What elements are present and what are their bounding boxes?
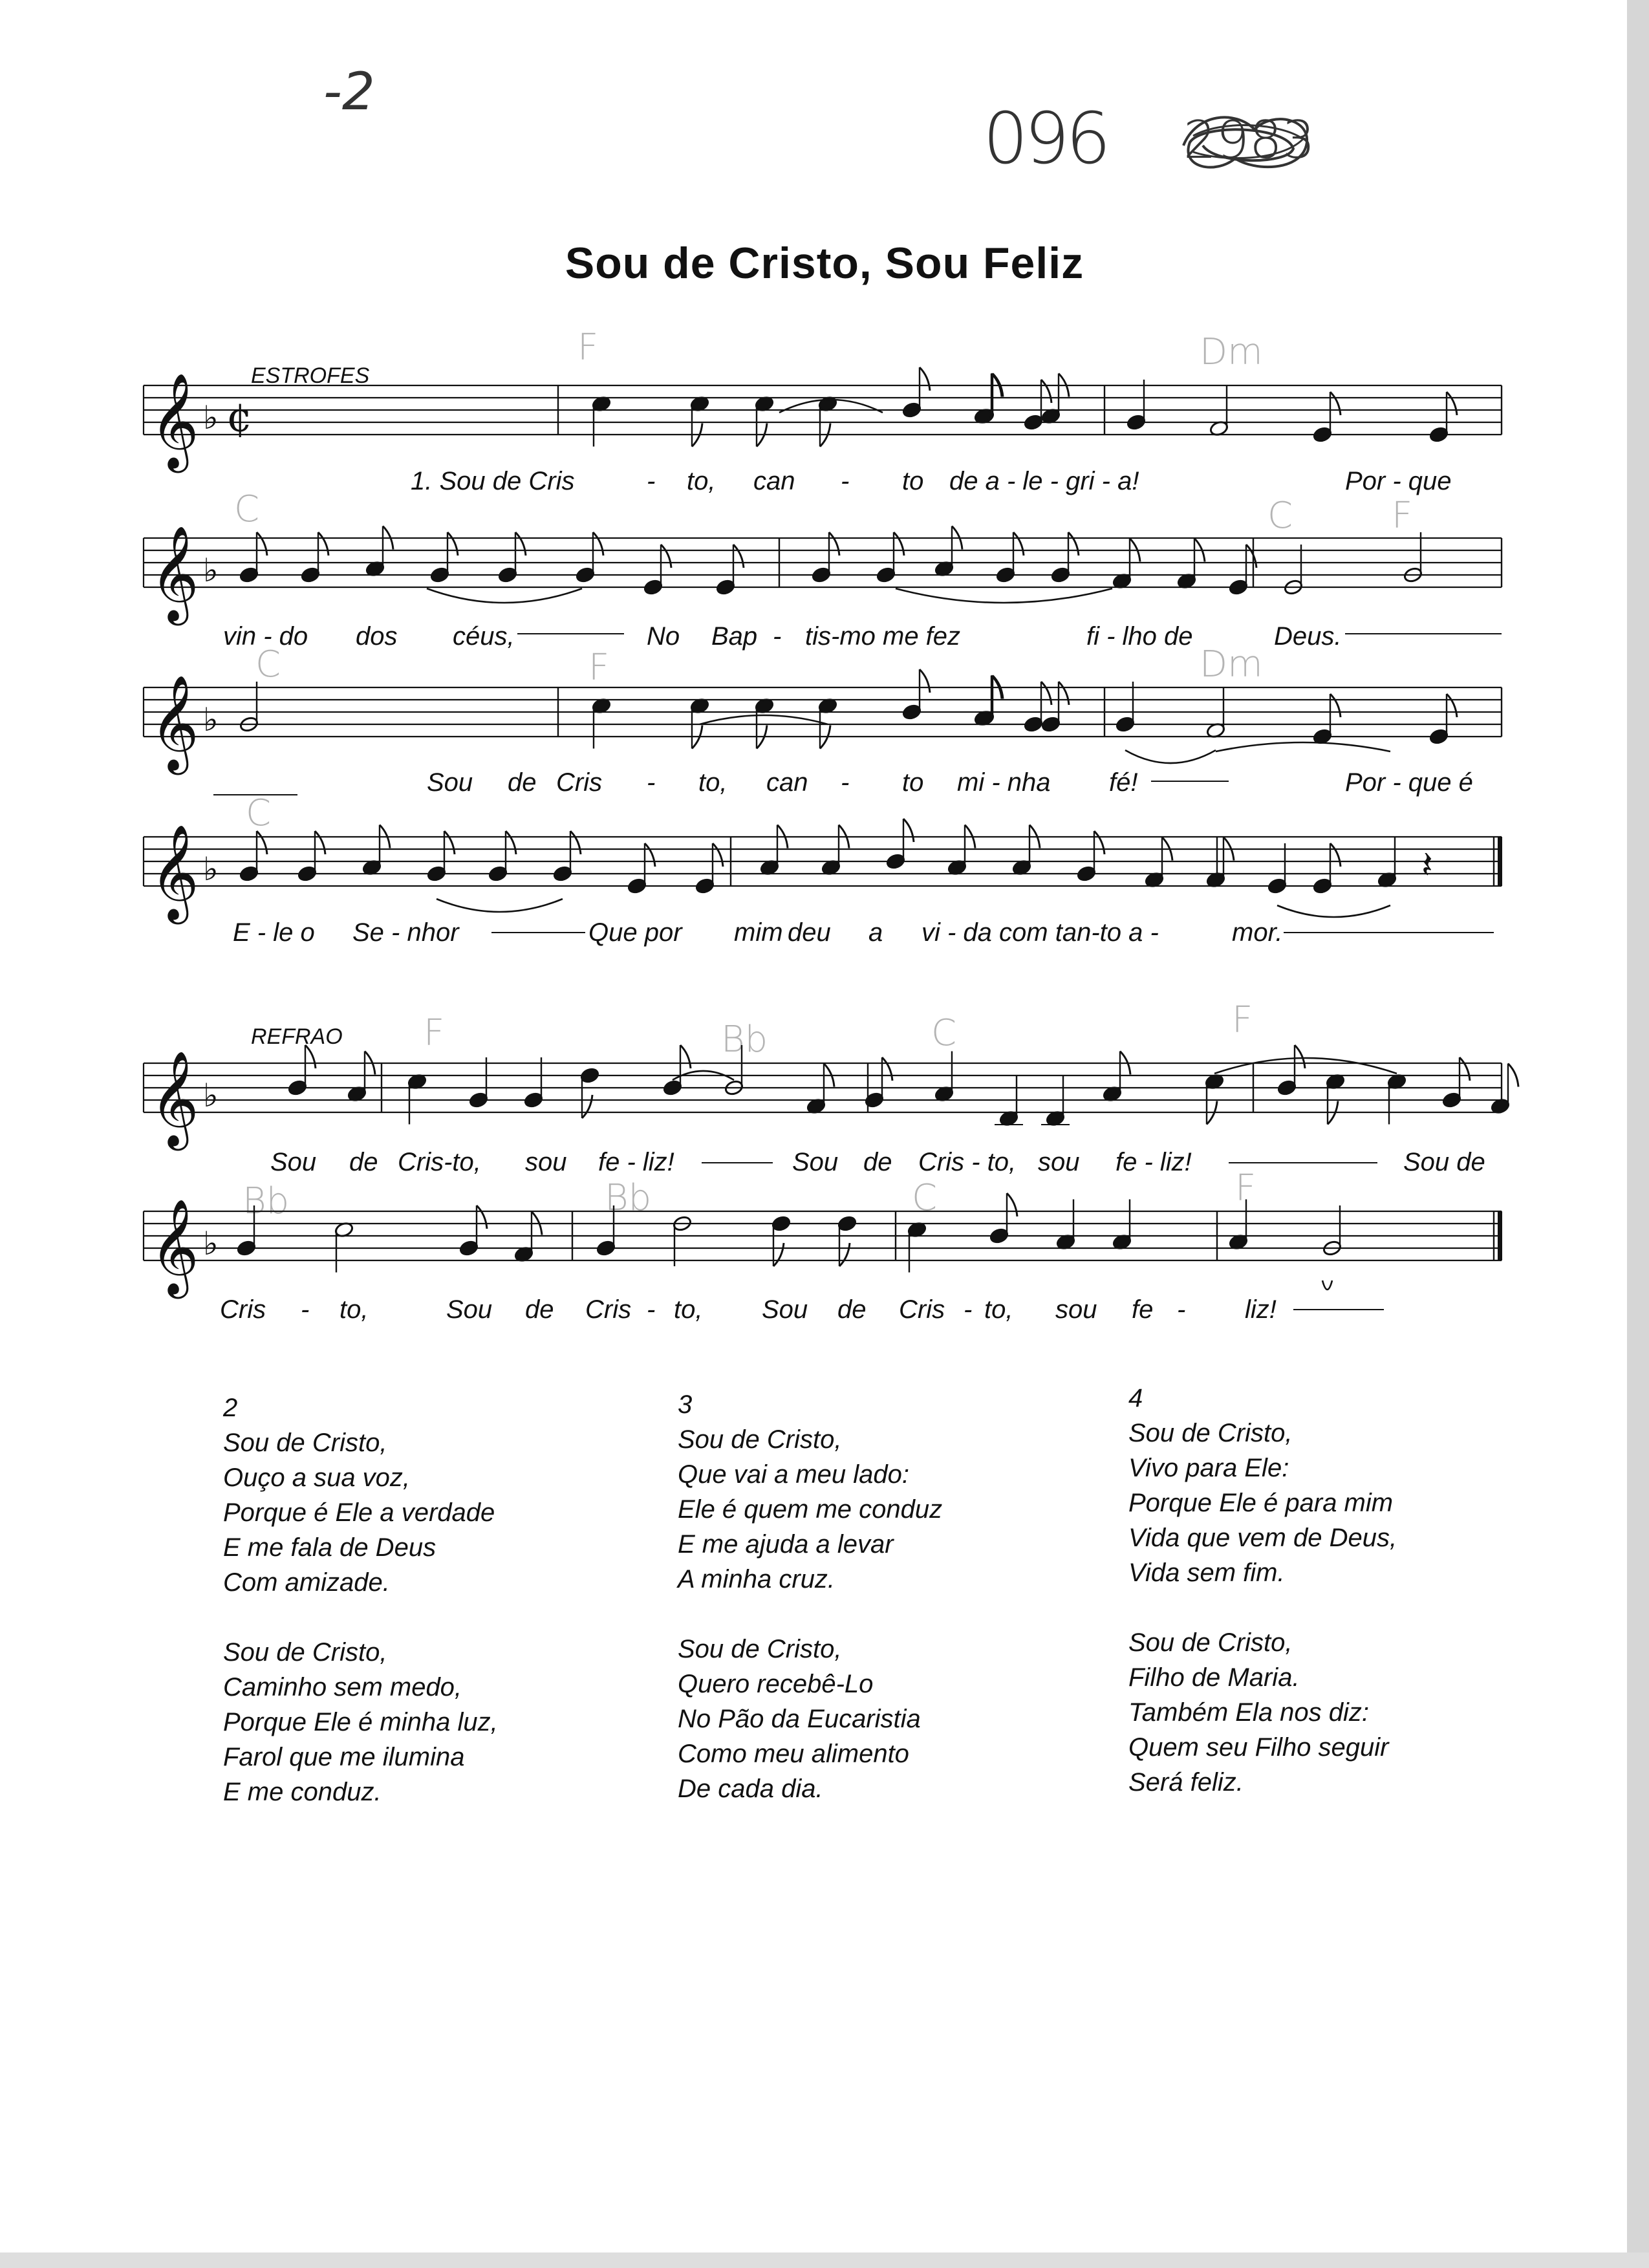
note-head [427, 865, 447, 882]
note-flag [593, 532, 603, 556]
note-flag [920, 367, 930, 391]
lyric-line-3 [0, 768, 1649, 805]
verse-line: Sou de Cristo, [1128, 1419, 1293, 1447]
note-flag [1041, 380, 1051, 403]
note-head [576, 567, 596, 583]
note-flag [570, 831, 581, 854]
tie-slur [896, 589, 1112, 603]
chord: Dm [1200, 331, 1263, 373]
lyric-syllable: Cris - to, [918, 1148, 1017, 1176]
lyric-syllable: Deus. [1274, 622, 1342, 651]
chord: C [246, 792, 272, 834]
lyric-syllable: E - le o [233, 918, 315, 947]
note-head [716, 579, 736, 596]
lyric-syllable: - [647, 768, 656, 797]
chord: F [577, 327, 599, 369]
lyric-syllable: to, [687, 467, 716, 495]
verse-line: Quem seu Filho seguir [1128, 1733, 1389, 1762]
lyric-syllable: Sou [270, 1148, 317, 1176]
lyric-syllable: - [773, 622, 782, 651]
note-head [812, 567, 832, 583]
flat-sign-icon: ♭ [203, 1225, 219, 1262]
note-flag [315, 831, 325, 854]
verse-line: Sou de Cristo, [678, 1635, 842, 1663]
note-head [886, 853, 906, 870]
treble-clef-icon: 𝄞 [150, 824, 199, 920]
verse-line: E me fala de Deus [223, 1533, 436, 1562]
note-head [1077, 865, 1097, 882]
lyric-syllable: - [647, 1295, 656, 1324]
note-head [239, 567, 259, 583]
scan-edge-bottom [0, 2252, 1649, 2268]
verse-line: Filho de Maria. [1128, 1663, 1300, 1692]
note-flag [515, 532, 526, 556]
note-flag [1460, 1057, 1470, 1081]
lyric-syllable: de [837, 1295, 867, 1324]
note-head [524, 1092, 544, 1108]
note-head [459, 1240, 479, 1257]
note-flag [444, 831, 455, 854]
lyric-syllable: to [902, 768, 924, 797]
chord: Dm [1200, 643, 1263, 686]
lyric-syllable: de [508, 768, 537, 797]
note-flag [829, 532, 839, 556]
note-head [996, 567, 1016, 583]
note-head [580, 1067, 600, 1084]
lyric-syllable: Sou [762, 1295, 808, 1324]
lyric-syllable: vi - da com tan-to a - [921, 918, 1159, 947]
verse-line: Quero recebê-Lo [678, 1670, 874, 1698]
lyric-syllable: Por - que [1345, 467, 1452, 495]
lyric-syllable: fi - lho de [1086, 622, 1193, 651]
lyric-syllable: sou [1038, 1148, 1080, 1176]
lyric-syllable: Cris [585, 1295, 632, 1324]
lyric-line-1 [0, 467, 1649, 503]
lyric-line-2 [0, 622, 1649, 658]
verse-line: E me conduz. [223, 1778, 382, 1806]
note-head [553, 865, 573, 882]
lyric-syllable: dos [356, 622, 398, 651]
lyric-syllable: - [301, 1295, 310, 1324]
verse-3 [678, 1387, 942, 1806]
lyric-syllable: vin - do [223, 622, 308, 651]
chord: C [912, 1177, 938, 1219]
chord: C [255, 643, 281, 686]
note-flag [305, 1045, 316, 1068]
cut-time-icon: ¢ [226, 394, 253, 442]
final-bar-thick [1498, 837, 1502, 886]
note-flag [1508, 1064, 1518, 1087]
verse-line: De cada dia. [678, 1775, 823, 1803]
final-bar-thick [1498, 1211, 1502, 1260]
lyric-syllable: mor. [1232, 918, 1283, 947]
section-label-refrao: REFRAO [251, 1024, 343, 1049]
note-flag [882, 1057, 892, 1081]
lyric-syllable: fe - liz! [598, 1148, 674, 1176]
verse-line: Porque é Ele a verdade [223, 1498, 495, 1527]
verse-line: Vivo para Ele: [1128, 1454, 1289, 1482]
note-flag [1330, 392, 1341, 415]
note-flag [1013, 532, 1024, 556]
flat-sign-icon: ♭ [203, 701, 219, 739]
verse-line: E me ajuda a levar [678, 1530, 894, 1559]
note-flag [257, 831, 267, 854]
note-head [1442, 1092, 1462, 1108]
handwritten-corner-mark: -2 [323, 61, 375, 122]
verse-line: A minha cruz. [678, 1565, 835, 1593]
lyric-syllable: Cris [556, 768, 603, 797]
note-flag [645, 843, 655, 867]
chord: Bb [605, 1177, 652, 1219]
tie-slur [427, 589, 582, 603]
lyric-syllable: deu [788, 918, 831, 947]
flat-sign-icon: ♭ [203, 850, 219, 888]
note-head [430, 567, 450, 583]
lyric-syllable: fe - liz! [1116, 1148, 1192, 1176]
note-head [989, 1227, 1009, 1244]
note-flag [1094, 831, 1105, 854]
chord: F [1392, 495, 1413, 537]
lyric-syllable: - [841, 768, 850, 797]
note-flag [1246, 545, 1256, 568]
tie-slur [700, 715, 828, 724]
note-flag [1330, 843, 1341, 867]
note-flag [1447, 694, 1457, 717]
lyric-syllable: de [525, 1295, 554, 1324]
chord: F [1235, 1167, 1256, 1209]
note-head [695, 878, 715, 894]
verse-line: Sou de Cristo, [223, 1638, 387, 1667]
verse-2 [223, 1390, 498, 1809]
note-head [297, 865, 318, 882]
note-head [902, 402, 922, 418]
note-flag [257, 532, 267, 556]
chord: F [588, 647, 610, 689]
treble-clef-icon: 𝄞 [150, 1050, 199, 1147]
lyric-syllable: Bap [711, 622, 758, 651]
treble-clef-icon: 𝄞 [150, 525, 199, 621]
tie-slur [1216, 742, 1390, 751]
lyric-syllable: liz! [1245, 1295, 1277, 1324]
lyric-syllable: Sou [427, 768, 473, 797]
lyric-syllable: Sou de [1403, 1148, 1485, 1176]
verse-line: No Pão da Eucaristia [678, 1705, 921, 1733]
lyric-syllable: - [647, 467, 656, 495]
verse-line: Sou de Cristo, [223, 1429, 387, 1457]
flat-sign-icon: ♭ [203, 1077, 219, 1114]
lyric-syllable: a [868, 918, 883, 947]
note-head [1126, 414, 1147, 431]
tie-slur [1125, 750, 1216, 763]
note-head [1429, 728, 1449, 745]
verse-number: 3 [678, 1390, 693, 1419]
lyric-syllable: No [647, 622, 680, 651]
note-flag [1330, 694, 1341, 717]
flat-sign-icon: ♭ [203, 399, 219, 437]
verse-line: Porque Ele é para mim [1128, 1489, 1394, 1517]
note-flag [506, 831, 516, 854]
note-head [498, 567, 518, 583]
lyric-syllable: sou [525, 1148, 567, 1176]
lyric-syllable: tis-mo me fez [805, 622, 961, 651]
note-flag [1447, 392, 1457, 415]
flat-sign-icon: ♭ [203, 552, 219, 589]
note-head [1229, 579, 1249, 596]
verse-line: Que vai a meu lado: [678, 1460, 909, 1489]
lyric-syllable: Cris [899, 1295, 945, 1324]
section-label-estrofes: ESTROFES [251, 363, 370, 388]
note-head [902, 704, 922, 720]
lyric-line-4 [0, 918, 1649, 955]
note-flag [447, 532, 458, 556]
chord: Bb [242, 1180, 290, 1222]
lyric-syllable: de [349, 1148, 378, 1176]
note-flag [477, 1205, 487, 1229]
lyric-syllable: 1. Sou de Cris [411, 467, 575, 495]
verse-line: Vida sem fim. [1128, 1559, 1285, 1587]
verse-line: Como meu alimento [678, 1740, 909, 1768]
lyric-syllable: Que por [588, 918, 682, 947]
verse-line: Será feliz. [1128, 1768, 1244, 1797]
note-head [1024, 414, 1044, 431]
note-head [1267, 878, 1288, 894]
chord: C [234, 488, 260, 530]
note-head [837, 1215, 857, 1232]
chord: C [1267, 495, 1293, 537]
note-flag [1059, 682, 1069, 705]
note-head [301, 567, 321, 583]
note-flag [713, 843, 723, 867]
lyric-syllable: to, [674, 1295, 703, 1324]
note-flag [1068, 532, 1079, 556]
note-head [488, 865, 508, 882]
lyric-syllable: mi - nha [957, 768, 1051, 797]
lyric-syllable: - [964, 1295, 973, 1324]
lyric-syllable: mim [734, 918, 783, 947]
lyric-syllable: can [766, 768, 808, 797]
treble-clef-icon: 𝄞 [150, 373, 199, 469]
treble-clef-icon: 𝄞 [150, 1198, 199, 1295]
note-head [1051, 567, 1071, 583]
chord: Bb [721, 1019, 768, 1061]
note-flag [1041, 682, 1051, 705]
note-head [288, 1079, 308, 1096]
verse-number: 2 [223, 1394, 238, 1422]
song-title: Sou de Cristo, Sou Feliz [565, 239, 1084, 288]
verse-number: 4 [1128, 1384, 1143, 1412]
lyric-syllable: Cris [220, 1295, 266, 1324]
verse-line: Caminho sem medo, [223, 1673, 462, 1701]
verse-4 [1128, 1381, 1397, 1800]
verse-line: Sou de Cristo, [678, 1425, 842, 1454]
note-head [1024, 716, 1044, 733]
note-head [663, 1079, 683, 1096]
lyric-line-6 [0, 1295, 1649, 1332]
note-flag [1295, 1045, 1305, 1068]
note-head [237, 1240, 257, 1257]
note-flag [582, 1095, 592, 1118]
lyric-syllable: to [902, 467, 924, 495]
note-flag [680, 1045, 691, 1068]
verse-line: Sou de Cristo, [1128, 1628, 1293, 1657]
lyric-syllable: fe [1132, 1295, 1154, 1324]
note-flag [839, 1243, 850, 1266]
note-head [1313, 426, 1333, 443]
note-head [1277, 1079, 1297, 1096]
lyric-syllable: - [1177, 1295, 1186, 1324]
note-flag [1007, 1193, 1017, 1216]
note-flag [894, 532, 904, 556]
lyric-syllable: céus, [453, 622, 515, 651]
lyric-syllable: Cris-to, [398, 1148, 481, 1176]
lyric-syllable: fé! [1109, 768, 1138, 797]
tie-slur [1322, 1280, 1332, 1290]
note-head [1116, 716, 1136, 733]
chord: C [931, 1012, 957, 1054]
lyric-syllable: can [753, 467, 795, 495]
note-head [643, 579, 663, 596]
verse-line: Ele é quem me conduz [678, 1495, 943, 1524]
lyric-syllable: to, [984, 1295, 1013, 1324]
handwritten-number: 096 [983, 97, 1107, 180]
lyric-syllable: Por - que é [1345, 768, 1473, 797]
treble-clef-icon: 𝄞 [150, 675, 199, 771]
chord: F [1232, 999, 1253, 1041]
tie-slur [436, 899, 563, 912]
note-head [1041, 716, 1061, 733]
note-head [1313, 878, 1333, 894]
note-head [627, 878, 647, 894]
lyric-syllable: - [841, 467, 850, 495]
note-head [239, 865, 259, 882]
lyric-syllable: Sou [446, 1295, 493, 1324]
verse-line: Com amizade. [223, 1568, 390, 1597]
note-flag [661, 545, 671, 568]
crossed-out-number: 2983 [1177, 107, 1319, 178]
verse-line: Ouço a sua voz, [223, 1463, 411, 1492]
note-flag [903, 819, 914, 842]
note-head [876, 567, 896, 583]
note-flag [773, 1243, 784, 1266]
note-head [1429, 426, 1449, 443]
lyric-line-5 [0, 1148, 1649, 1184]
lyric-syllable: Sou [792, 1148, 839, 1176]
lyric-syllable: de [863, 1148, 892, 1176]
verse-line: Também Ela nos diz: [1128, 1698, 1370, 1727]
note-head [469, 1092, 489, 1108]
note-flag [920, 669, 930, 693]
lyric-syllable: to, [339, 1295, 369, 1324]
note-flag [733, 545, 744, 568]
verse-line: Vida que vem de Deus, [1128, 1524, 1397, 1552]
lyric-syllable: Se - nhor [352, 918, 459, 947]
note-head [771, 1215, 792, 1232]
tie-slur [1277, 905, 1390, 917]
verse-line: Farol que me ilumina [223, 1743, 465, 1771]
lyric-syllable: to, [698, 768, 727, 797]
chord: F [424, 1012, 445, 1054]
lyric-syllable: de a - le - gri - a! [949, 467, 1139, 495]
lyric-syllable: sou [1055, 1295, 1097, 1324]
verse-line: Porque Ele é minha luz, [223, 1708, 498, 1736]
note-flag [318, 532, 329, 556]
quarter-rest-icon: 𝄽 [1421, 843, 1433, 887]
note-head [596, 1240, 616, 1257]
